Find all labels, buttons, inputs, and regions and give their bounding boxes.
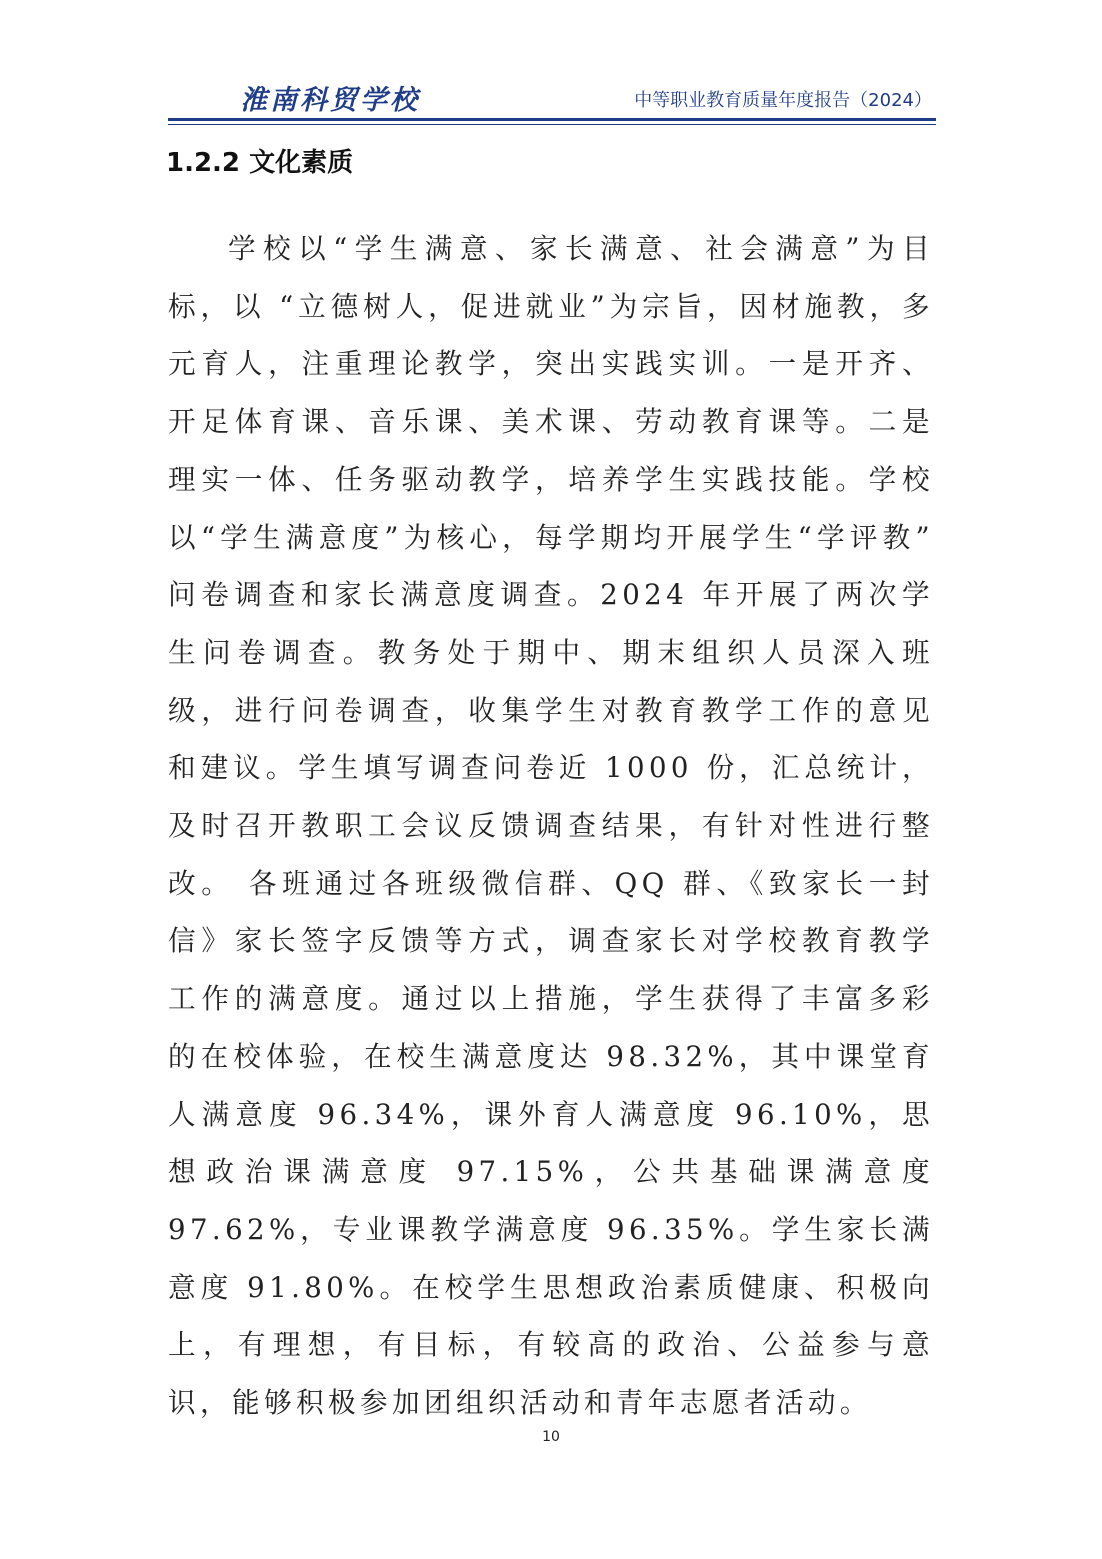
header-rule-thin: [168, 124, 936, 125]
page-number: 10: [542, 1429, 560, 1445]
school-name: 淮南科贸学校: [240, 85, 420, 116]
report-title: 中等职业教育质量年度报告（2024）: [634, 90, 932, 111]
section-heading: 1.2.2 文化素质: [166, 148, 354, 178]
header-rule-thick: [168, 118, 936, 121]
body-paragraph: 学校以“学生满意、家长满意、社会满意”为目标，以 “立德树人，促进就业”为宗旨，因材施教，多元育人，注重理论教学，突出实践实训。一是开齐、开足体育课、音乐课、美术课、劳动教育课等。二是理实一体、任务驱动教学，培养学生实践技能。学校以“学生满意度”为核心，每学期均开展学生“学评教” 问卷调查和家长满意度调查。2024 年开展了两次学生问卷调查。教务处于期中、期末组织人员深入班级，进行问卷调查，收集学生对教育教学工作的意见和建议。学生填写调查问卷近 1000 份，汇总统计，及时召开教职工会议反馈调查结果，有针对性进行整改。 各班通过各班级微信群、QQ 群、《致家长一封信》家长签字反馈等方式，调查家长对学校教育教学工作的满意度。通过以上措施，学生获得了丰富多彩的在校体验，在校生满意度达 98.32%，其中课堂育人满意度 96.34%，课外育人满意度 96.10%，思想政治课满意度 97.15%，公共基础课满意度 97.62%，专业课教学满意度 96.35%。学生家长满意度 91.80%。在校学生思想政治素质健康、积极向上，有理想，有目标，有较高的政治、公益参与意识，能够积极参加团组织活动和青年志愿者活动。: [168, 232, 934, 1420]
